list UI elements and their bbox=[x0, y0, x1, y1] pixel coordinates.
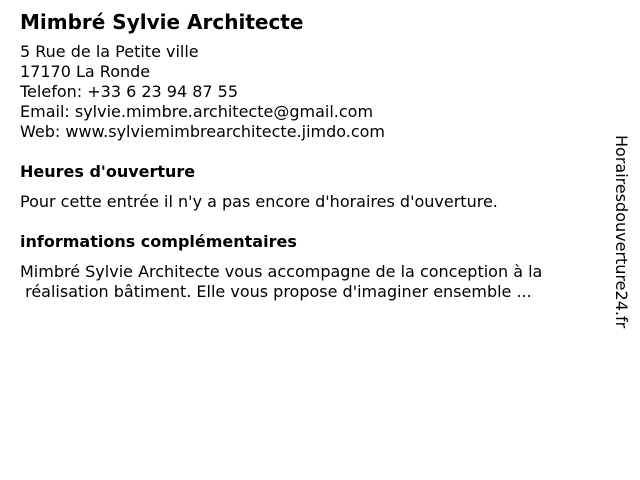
site-watermark: Horairesdouverture24.fr bbox=[612, 135, 631, 329]
business-title: Mimbré Sylvie Architecte bbox=[20, 10, 304, 34]
city-address: 17170 La Ronde bbox=[20, 62, 151, 81]
info-text: Mimbré Sylvie Architecte vous accompagne de la conception à la réalisation bâtiment. Elle vous propose d'imaginer ensemble ... bbox=[20, 262, 543, 301]
business-entry bbox=[20, 10, 610, 302]
address-block bbox=[20, 42, 610, 142]
web-line: Web: www.sylviemimbrearchitecte.jimdo.com bbox=[20, 122, 386, 141]
phone-line: Telefon: +33 6 23 94 87 55 bbox=[20, 82, 239, 101]
info-heading: informations complémentaires bbox=[20, 232, 297, 251]
street-address: 5 Rue de la Petite ville bbox=[20, 42, 199, 61]
opening-hours-heading: Heures d'ouverture bbox=[20, 162, 196, 181]
email-line: Email: sylvie.mimbre.architecte@gmail.com bbox=[20, 102, 374, 121]
opening-hours-text: Pour cette entrée il n'y a pas encore d'horaires d'ouverture. bbox=[20, 192, 498, 211]
